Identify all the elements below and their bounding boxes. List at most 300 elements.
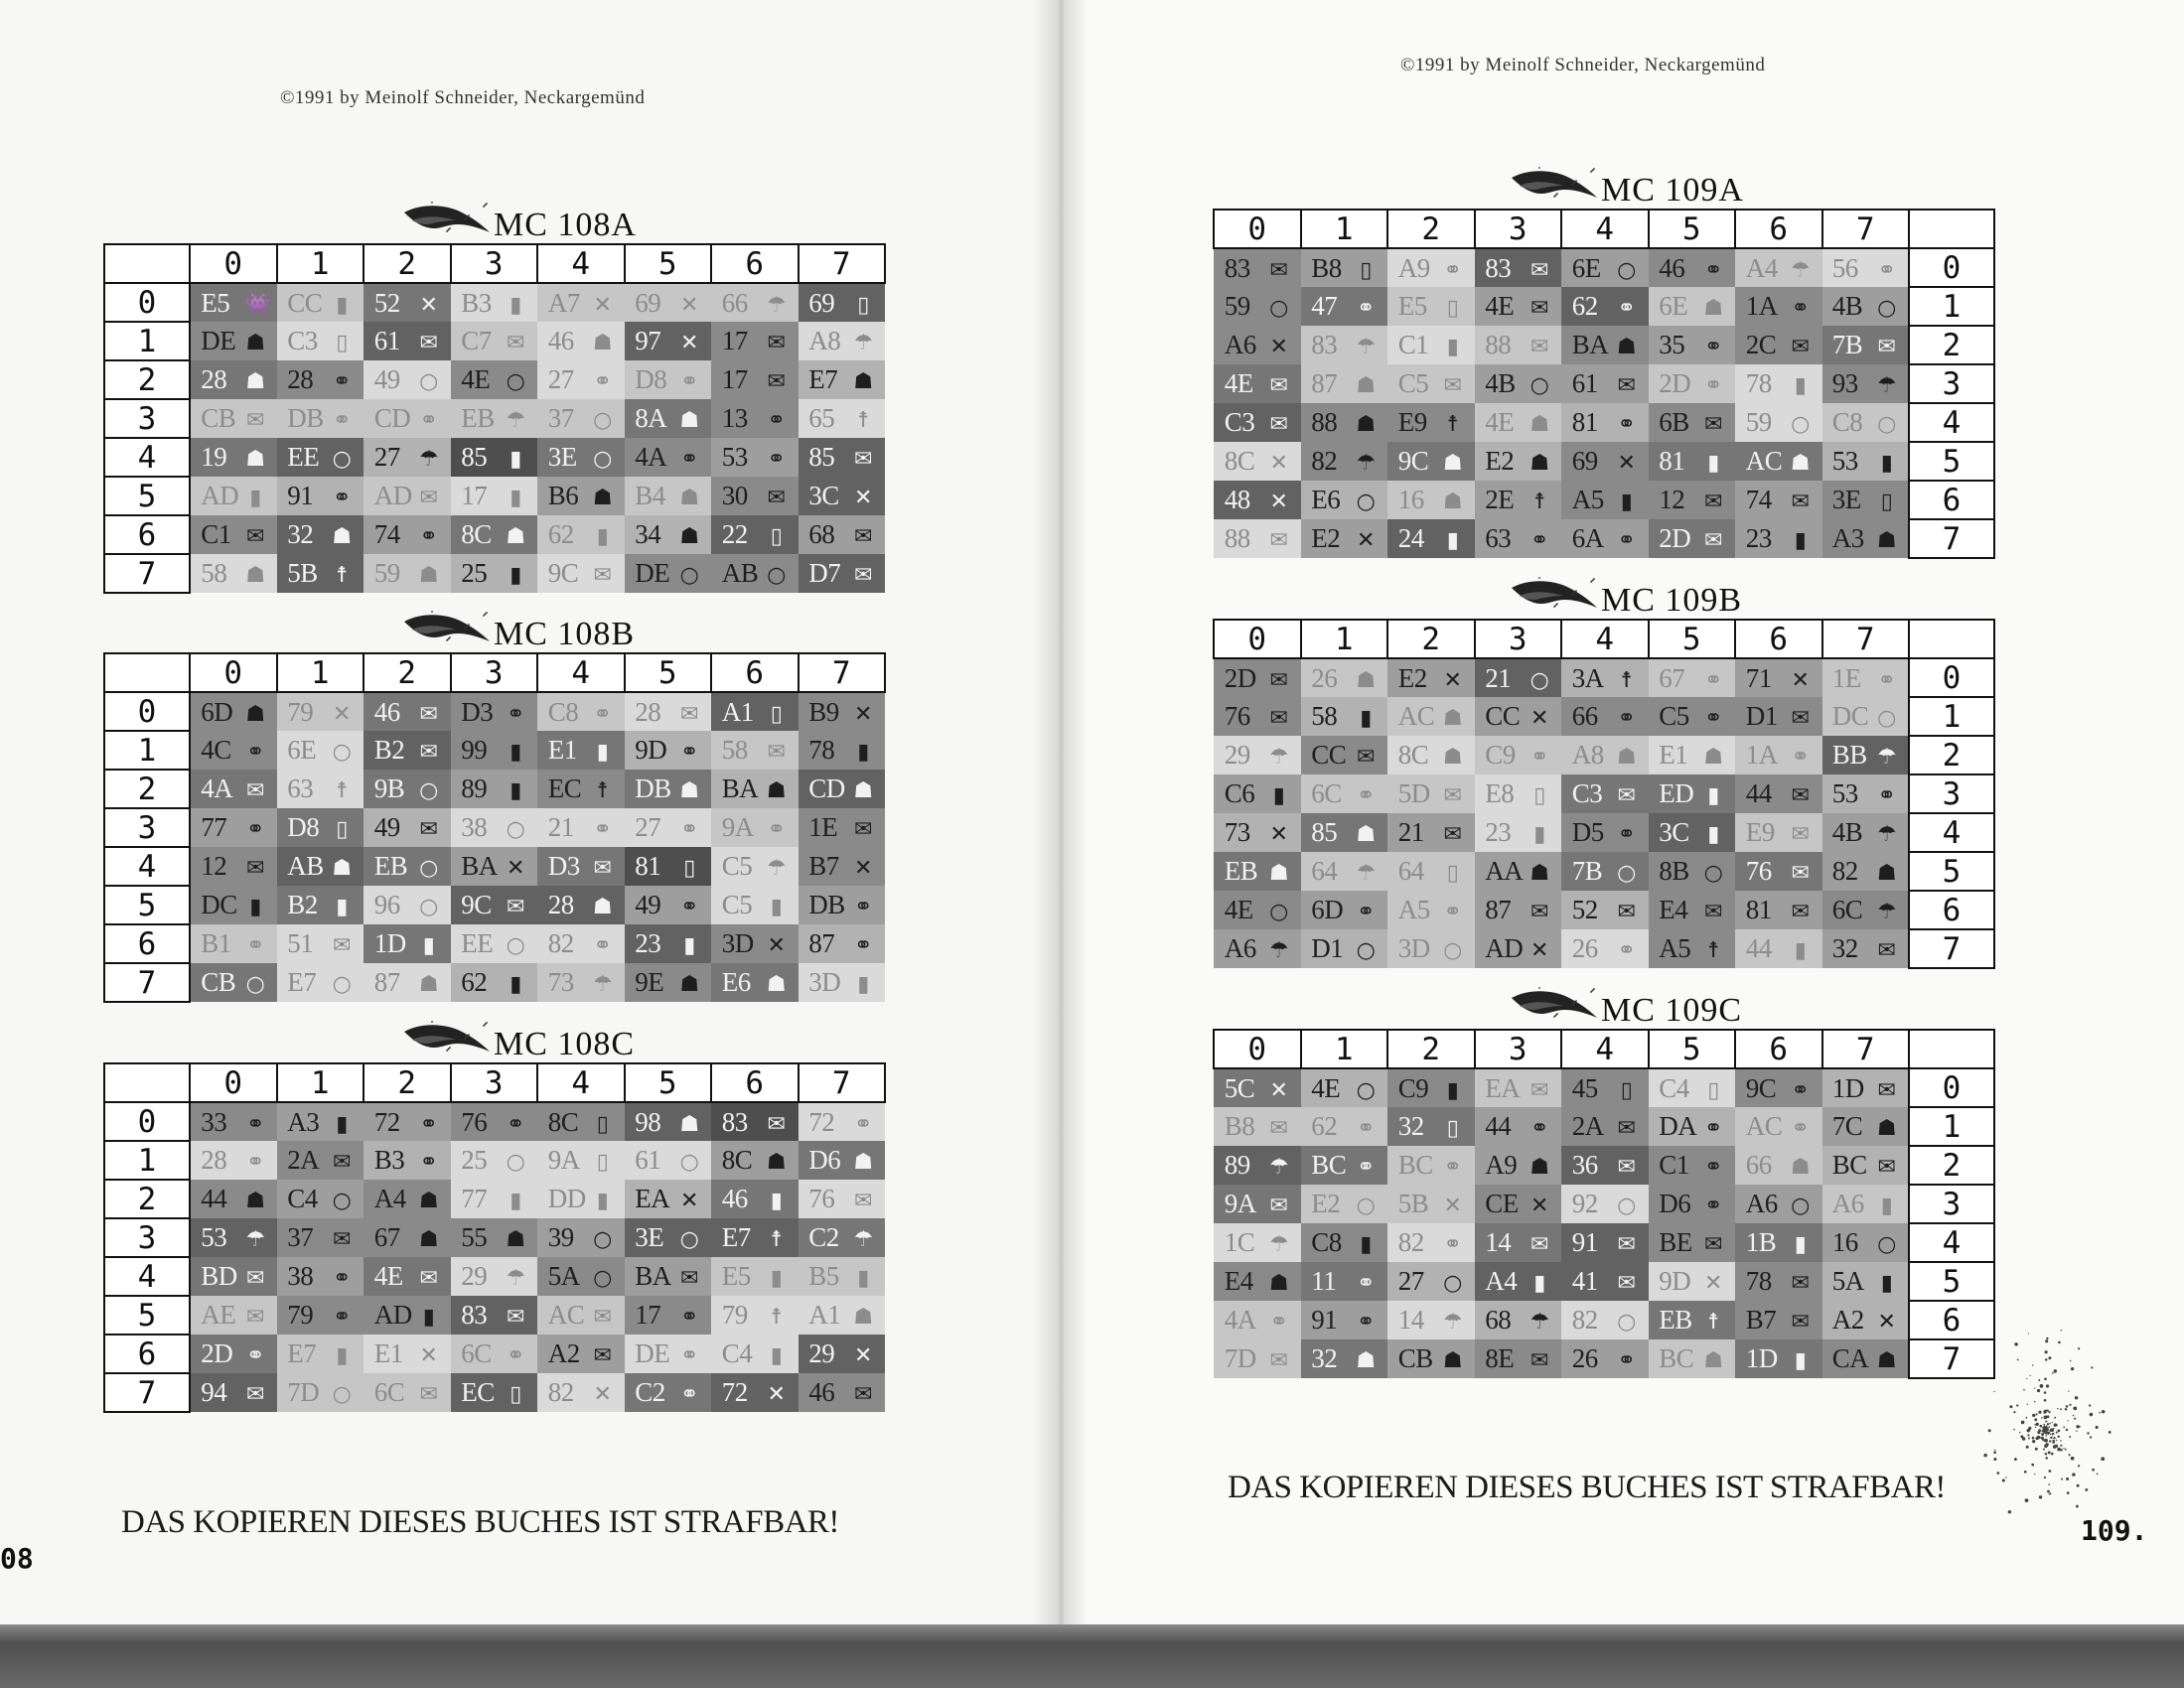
code-cell (1301, 248, 1388, 287)
table-row (1214, 891, 1994, 929)
code-cell (711, 1257, 799, 1296)
code-symbol-icon: ⚭ (246, 1111, 265, 1137)
code-cell (277, 477, 364, 515)
code-symbol-icon: ✉ (1791, 1271, 1810, 1296)
code-symbol-icon: ⚭ (593, 369, 612, 394)
code-symbol-icon: ✉ (1791, 490, 1810, 514)
code-symbol-icon: ☗ (1356, 412, 1377, 437)
code-symbol-icon: ▮ (683, 933, 696, 958)
column-header: 6 (711, 1063, 799, 1102)
code-value: 34 (635, 519, 661, 549)
code-cell (364, 1373, 451, 1412)
table-row (104, 515, 885, 554)
code-cell (1301, 442, 1388, 481)
code-cell (537, 1141, 625, 1180)
code-symbol-icon: ⚭ (1443, 900, 1462, 924)
code-symbol-icon: ⚭ (333, 486, 352, 510)
code-symbol-icon: ☗ (1268, 861, 1289, 886)
code-symbol-icon: ☂ (1268, 1232, 1289, 1257)
code-cell (799, 808, 886, 847)
code-value: 6D (1311, 895, 1344, 924)
code-cell (1735, 287, 1822, 326)
code-cell (625, 554, 712, 593)
row-header: 1 (1909, 697, 1994, 736)
corner-cell (1909, 210, 1994, 248)
code-symbol-icon: ⚭ (1617, 1348, 1636, 1373)
code-cell (1649, 248, 1736, 287)
code-symbol-icon: ☗ (853, 369, 874, 394)
code-symbol-icon: ☗ (1616, 745, 1637, 770)
code-cell (1214, 1339, 1301, 1378)
code-value: D6 (1659, 1189, 1691, 1218)
code-cell (1387, 813, 1475, 852)
code-value: 82 (547, 1377, 574, 1407)
code-value: 21 (1485, 662, 1512, 693)
code-symbol-icon: ✕ (680, 292, 699, 318)
code-cell (190, 1141, 277, 1180)
code-symbol-icon: ☨ (336, 563, 349, 588)
code-cell (625, 886, 712, 924)
code-value: 32 (1311, 1343, 1338, 1373)
code-value: EB (373, 851, 408, 881)
code-symbol-icon: ☗ (1529, 1155, 1550, 1180)
code-value: 1E (1831, 662, 1861, 693)
code-value: 6B (1659, 407, 1689, 437)
code-value: 28 (201, 364, 227, 394)
table-row (104, 283, 885, 322)
code-symbol-icon: ○ (1791, 412, 1811, 437)
code-value: AC (1745, 1111, 1783, 1141)
code-value: A8 (1571, 740, 1604, 770)
table-row (104, 847, 885, 886)
code-cell (1214, 1223, 1301, 1262)
code-symbol-icon: ⚭ (854, 933, 873, 958)
code-value: 6E (287, 735, 317, 765)
column-header: 6 (1735, 210, 1822, 248)
code-cell (1735, 1262, 1822, 1301)
code-cell (1387, 1223, 1475, 1262)
code-cell (364, 283, 451, 322)
code-value: 87 (808, 928, 835, 958)
row-header: 4 (104, 1257, 190, 1296)
code-symbol-icon: ✉ (333, 1227, 352, 1252)
code-value: 38 (461, 812, 488, 842)
code-value: 76 (808, 1184, 835, 1213)
code-value: 96 (373, 890, 400, 919)
code-cell (799, 963, 886, 1002)
column-header: 0 (1214, 1030, 1301, 1068)
code-symbol-icon: ○ (332, 740, 352, 765)
column-header: 1 (277, 1063, 364, 1102)
code-symbol-icon: ○ (1356, 938, 1376, 963)
code-symbol-icon: ○ (1356, 1077, 1376, 1103)
code-value: 32 (1831, 933, 1858, 963)
code-cell (711, 1141, 799, 1180)
code-cell (1735, 852, 1822, 891)
code-cell (537, 360, 625, 399)
column-header: 4 (537, 244, 625, 283)
code-cell (625, 847, 712, 886)
code-value: 8C (721, 1145, 753, 1175)
table-row (1214, 1107, 1994, 1146)
code-symbol-icon: ☗ (766, 778, 787, 803)
code-value: 74 (1745, 485, 1772, 514)
code-symbol-icon: ⚭ (1704, 1116, 1723, 1141)
code-value: ED (1659, 778, 1694, 808)
code-symbol-icon: ✕ (1530, 706, 1549, 731)
code-symbol-icon: ⚭ (1357, 900, 1376, 924)
code-symbol-icon: ☗ (1442, 1348, 1463, 1373)
table-row (1214, 1185, 1994, 1223)
code-symbol-icon: ○ (1877, 412, 1897, 437)
code-cell (190, 1257, 277, 1296)
code-value: 3E (547, 442, 577, 472)
table-row (104, 1141, 885, 1180)
code-symbol-icon: ☂ (766, 292, 787, 318)
code-value: DE (635, 1338, 670, 1368)
column-header: 0 (190, 653, 277, 692)
code-value: 7B (1571, 856, 1603, 886)
code-value: 48 (1224, 485, 1250, 514)
row-header: 7 (1909, 519, 1994, 558)
code-symbol-icon: ☗ (332, 524, 353, 549)
code-cell (799, 847, 886, 886)
code-value: E9 (1397, 407, 1427, 437)
code-value: A6 (1745, 1189, 1778, 1218)
code-value: 66 (1571, 701, 1598, 731)
code-symbol-icon: ✕ (1357, 528, 1376, 553)
code-symbol-icon: ✉ (854, 524, 873, 549)
code-cell (1649, 403, 1736, 442)
code-value: 44 (1745, 778, 1772, 808)
code-symbol-icon: ✉ (1791, 900, 1810, 924)
code-value: AC (547, 1300, 585, 1330)
code-cell (711, 515, 799, 554)
code-value: E1 (1659, 740, 1688, 770)
code-cell (1735, 1107, 1822, 1146)
code-value: 76 (1745, 856, 1772, 886)
code-cell (1649, 929, 1736, 968)
code-cell (537, 808, 625, 847)
code-cell (1561, 481, 1649, 519)
code-cell (1649, 813, 1736, 852)
code-value: BC (1659, 1343, 1694, 1373)
code-cell (190, 1180, 277, 1218)
code-cell (1561, 1301, 1649, 1339)
code-symbol-icon: ○ (1877, 706, 1897, 731)
code-symbol-icon: ✉ (1269, 528, 1288, 553)
code-value: 77 (201, 812, 227, 842)
code-value: 8A (635, 403, 667, 433)
code-value: D3 (461, 696, 494, 727)
code-symbol-icon: ✉ (767, 331, 786, 355)
code-cell (277, 1141, 364, 1180)
code-cell (711, 283, 799, 322)
code-symbol-icon: ○ (679, 1227, 699, 1252)
code-cell (190, 1102, 277, 1141)
code-value: 71 (1745, 662, 1772, 693)
code-card-title-text: MC 109A (1601, 172, 1744, 209)
row-header: 2 (1909, 736, 1994, 774)
code-value: 26 (1311, 662, 1338, 693)
table-row (104, 1102, 885, 1141)
code-cell (451, 1141, 538, 1180)
code-cell (1649, 326, 1736, 364)
code-symbol-icon: ○ (506, 369, 525, 394)
code-cell (1735, 442, 1822, 481)
code-symbol-icon: ✕ (1530, 938, 1549, 963)
code-value: 29 (1224, 740, 1250, 770)
code-symbol-icon: ⚭ (1791, 1077, 1810, 1103)
code-symbol-icon: ✕ (1617, 451, 1636, 476)
code-cell (1214, 403, 1301, 442)
code-value: E2 (1311, 1189, 1341, 1218)
code-cell (1649, 364, 1736, 403)
code-symbol-icon: ▯ (1620, 1077, 1633, 1103)
code-value: C1 (201, 519, 231, 549)
code-cell (1561, 442, 1649, 481)
code-symbol-icon: ☂ (1529, 1310, 1550, 1335)
code-cell (537, 847, 625, 886)
code-cell (1822, 326, 1910, 364)
code-value: EA (1485, 1072, 1521, 1103)
code-cell (711, 808, 799, 847)
code-cell (1561, 891, 1649, 929)
code-symbol-icon: ⚭ (419, 1111, 438, 1137)
code-symbol-icon: ☗ (592, 331, 613, 355)
row-header: 3 (1909, 774, 1994, 813)
code-symbol-icon: ⚭ (246, 817, 265, 842)
column-header: 4 (537, 1063, 625, 1102)
code-symbol-icon: ▮ (1880, 1194, 1893, 1218)
code-value: 3A (1571, 662, 1604, 693)
code-symbol-icon: ▮ (249, 895, 262, 919)
code-cell (1561, 736, 1649, 774)
code-symbol-icon: ○ (1617, 1194, 1637, 1218)
code-value: 76 (1224, 701, 1250, 731)
code-value: 9E (635, 967, 664, 997)
code-cell (364, 360, 451, 399)
code-symbol-icon: ☗ (1529, 412, 1550, 437)
table-row (1214, 248, 1994, 287)
code-value: C1 (1659, 1150, 1689, 1180)
code-symbol-icon: ☗ (766, 972, 787, 997)
code-value: 77 (461, 1184, 488, 1213)
row-header: 6 (1909, 481, 1994, 519)
code-symbol-icon: ⚭ (1530, 745, 1549, 770)
code-symbol-icon: ✉ (333, 1150, 352, 1175)
code-value: 55 (461, 1222, 488, 1252)
code-symbol-icon: ✉ (593, 1305, 612, 1330)
code-symbol-icon: ▮ (249, 486, 262, 510)
code-cell (1301, 519, 1388, 558)
code-symbol-icon: ☗ (1442, 745, 1463, 770)
code-value: A5 (1397, 895, 1430, 924)
code-cell (277, 360, 364, 399)
code-cell (451, 1335, 538, 1373)
code-cell (364, 924, 451, 963)
code-value: A6 (1224, 330, 1256, 359)
code-value: 79 (287, 696, 314, 727)
code-symbol-icon: ☗ (853, 1305, 874, 1330)
code-cell (1561, 364, 1649, 403)
code-cell (1649, 1223, 1736, 1262)
code-cell (711, 924, 799, 963)
code-value: 91 (1311, 1305, 1338, 1335)
code-symbol-icon: ▮ (1794, 1348, 1807, 1373)
code-value: 37 (547, 403, 574, 433)
code-cell (451, 808, 538, 847)
column-header: 0 (190, 244, 277, 283)
code-cell (799, 554, 886, 593)
code-symbol-icon: ✉ (419, 486, 438, 510)
code-value: 44 (1745, 933, 1772, 963)
code-cell (799, 692, 886, 731)
code-value: E4 (1224, 1266, 1253, 1296)
code-value: 8C (1224, 446, 1255, 476)
code-cell (1475, 813, 1562, 852)
code-cell (1301, 1146, 1388, 1185)
column-header: 0 (1214, 620, 1301, 658)
row-header: 1 (104, 322, 190, 360)
code-cell (711, 554, 799, 593)
column-header-row (104, 653, 885, 692)
code-symbol-icon: ✉ (246, 856, 265, 881)
code-symbol-icon: ⚭ (419, 524, 438, 549)
code-cell (537, 1218, 625, 1257)
column-header: 5 (1649, 210, 1736, 248)
code-value: E1 (547, 735, 577, 765)
column-header: 6 (1735, 1030, 1822, 1068)
code-cell (711, 1373, 799, 1412)
code-value: 7D (287, 1377, 320, 1407)
code-symbol-icon: ☗ (1703, 1348, 1724, 1373)
code-symbol-icon: ⚭ (1791, 296, 1810, 321)
code-cell (625, 477, 712, 515)
code-value: 46 (1659, 252, 1685, 283)
code-symbol-icon: ☗ (1356, 667, 1377, 693)
code-symbol-icon: ⚭ (419, 1150, 438, 1175)
row-header: 0 (1909, 248, 1994, 287)
code-cell (1301, 1339, 1388, 1378)
column-header: 7 (1822, 210, 1910, 248)
code-value: 21 (547, 812, 574, 842)
code-symbol-icon: ✉ (1530, 1077, 1549, 1103)
code-value: 9C (547, 558, 579, 588)
column-header-row (104, 1063, 885, 1102)
code-cell (1822, 364, 1910, 403)
code-symbol-icon: ○ (419, 778, 439, 803)
column-header: 0 (190, 1063, 277, 1102)
code-cell (1214, 1107, 1301, 1146)
code-symbol-icon: ☗ (679, 1111, 700, 1137)
code-cell (1214, 1146, 1301, 1185)
code-symbol-icon: ✉ (1530, 257, 1549, 283)
code-cell (1735, 1301, 1822, 1339)
code-cell (277, 1335, 364, 1373)
code-symbol-icon: ✉ (1877, 1077, 1896, 1103)
code-symbol-icon: ✉ (1443, 783, 1462, 808)
code-symbol-icon: ☂ (506, 1266, 526, 1291)
code-value: 16 (1397, 485, 1424, 514)
code-cell (1649, 519, 1736, 558)
code-cell (1475, 1223, 1562, 1262)
code-symbol-icon: ☗ (853, 1150, 874, 1175)
code-value: 6C (1311, 778, 1342, 808)
code-value: 85 (461, 442, 488, 472)
code-cell (537, 515, 625, 554)
code-symbol-icon: ☂ (1356, 861, 1377, 886)
code-value: A4 (1485, 1266, 1518, 1296)
code-value: 8B (1659, 856, 1689, 886)
code-cell (625, 731, 712, 770)
code-value: 62 (1311, 1111, 1338, 1141)
code-cell (1387, 364, 1475, 403)
code-value: BC (1311, 1150, 1347, 1180)
table-row (1214, 481, 1994, 519)
code-symbol-icon: ✕ (1269, 335, 1288, 359)
code-symbol-icon: ⚭ (593, 817, 612, 842)
code-cell (799, 477, 886, 515)
row-header: 7 (104, 1373, 190, 1412)
code-table (103, 243, 886, 594)
code-symbol-icon: ⚭ (1617, 412, 1636, 437)
code-value: 87 (373, 967, 400, 997)
code-value: BC (1397, 1150, 1433, 1180)
code-value: 27 (547, 364, 574, 394)
code-value: 14 (1485, 1227, 1512, 1257)
swoosh-logo-icon (402, 199, 492, 242)
code-card-title (1510, 980, 1742, 1028)
code-symbol-icon: ▯ (1880, 490, 1893, 514)
column-header-row (1214, 210, 1994, 248)
code-value: 89 (1224, 1150, 1250, 1180)
code-symbol-icon: ▮ (510, 740, 522, 765)
code-value: 52 (1571, 895, 1598, 924)
code-value: 9C (461, 890, 492, 919)
code-symbol-icon: ⚭ (1617, 822, 1636, 847)
code-symbol-icon: ○ (1529, 373, 1549, 398)
code-symbol-icon: ✕ (767, 933, 786, 958)
code-symbol-icon: ○ (1443, 1271, 1463, 1296)
code-symbol-icon: ⚭ (333, 1305, 352, 1330)
code-symbol-icon: ▯ (770, 524, 783, 549)
code-cell (625, 963, 712, 1002)
code-symbol-icon: ✉ (593, 563, 612, 588)
code-cell (625, 1102, 712, 1141)
code-cell (277, 283, 364, 322)
code-symbol-icon: ☨ (770, 1305, 783, 1330)
code-symbol-icon: ⚭ (246, 933, 265, 958)
code-symbol-icon: ☂ (1268, 745, 1289, 770)
code-cell (1214, 736, 1301, 774)
code-symbol-icon: ⚭ (1704, 1155, 1723, 1180)
code-symbol-icon: ☗ (1616, 335, 1637, 359)
code-card-title-text: MC 109C (1601, 992, 1743, 1029)
code-cell (190, 1335, 277, 1373)
code-value: 82 (1831, 856, 1858, 886)
code-value: 44 (201, 1184, 227, 1213)
code-cell (625, 808, 712, 847)
code-value: EE (461, 928, 494, 958)
code-value: CD (373, 403, 411, 433)
code-symbol-icon: ☗ (418, 1189, 439, 1213)
code-cell (364, 847, 451, 886)
code-value: 59 (1224, 291, 1250, 321)
code-symbol-icon: ▮ (1707, 783, 1720, 808)
code-cell (1301, 1068, 1388, 1107)
table-row (104, 1335, 885, 1373)
